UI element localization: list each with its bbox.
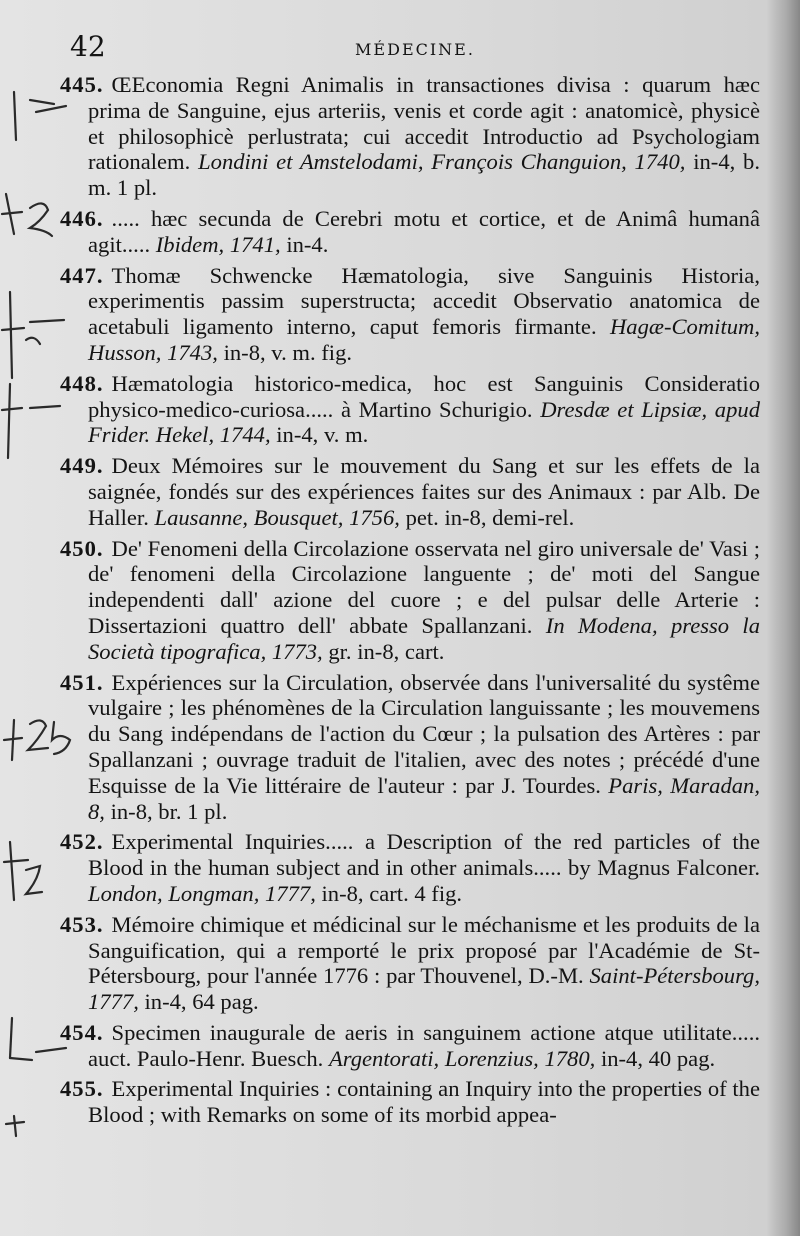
- entry-imprint: Londini et Amstelodami, François Changuion, 1740,: [198, 149, 686, 175]
- entry-title: De' Fenomeni della Circolazione osservata nel giro universale de' Vasi ; de' fenomeni della Circolazione languente ; de' moti del Sangue independenti dall' azione del cuore ; e del pulsar delle Arterie : Dissertazioni quattro dell' abbate Spallanzani.: [88, 535, 760, 638]
- catalog-entry-453: [60, 912, 760, 1015]
- entry-number: 448.: [60, 370, 104, 396]
- entry-title: Hæmatologia historico-medica, hoc est Sanguinis Consideratio physico-medico-curiosa..... à Martino Schurigio.: [88, 370, 760, 422]
- catalog-entry-452: [60, 829, 760, 906]
- entry-number: 447.: [60, 262, 104, 288]
- entry-imprint: Paris, Maradan, 8,: [88, 772, 760, 824]
- entry-imprint: Hagæ-Comitum, Husson, 1743,: [88, 314, 760, 365]
- page-header: [70, 30, 760, 66]
- entry-imprint: Ibidem, 1741,: [155, 231, 281, 257]
- entry-imprint: Argentorati, Lorenzius, 1780,: [328, 1045, 596, 1071]
- entry-format: in-4.: [286, 231, 329, 257]
- catalog-entries: [60, 72, 760, 1133]
- entry-format: in-8, v. m. fig.: [223, 339, 353, 365]
- catalog-entry-449: [60, 453, 760, 530]
- catalog-entry-451: [60, 670, 760, 825]
- catalog-entry-447: [60, 263, 760, 366]
- entry-title: Experimental Inquiries..... a Description of the red particles of the Blood in the human subject and in other animals..... by Magnus Falconer.: [88, 829, 760, 881]
- page-gutter-shadow: [766, 0, 800, 1236]
- entry-format: gr. in-8, cart.: [328, 638, 445, 664]
- entry-title: Thomæ Schwencke Hæmatologia, sive Sanguinis Historia, experimentis passim superstructa; accedit Observatio anatomica de acetabuli ligamento interno, caput femoris firmante.: [88, 262, 760, 340]
- catalog-entry-448: [60, 371, 760, 448]
- entry-title: Expériences sur la Circulation, observée dans l'universalité du systême vulgaire ; les phénomènes de la Circulation languissante ; les mouvemens du Sang indépendans de l'action du Cœur ; la pulsation des Artères : par Spallanzani ; ouvrage traduit de l'italien, avec des notes ; précédé d'une Esquisse de la Vie littéraire de l'auteur : par J. Tourdes.: [88, 669, 760, 798]
- entry-format: in-8, cart. 4 fig.: [321, 880, 463, 906]
- entry-number: 451.: [60, 669, 104, 695]
- margin-note: [4, 842, 42, 900]
- catalog-entry-445: [60, 72, 760, 201]
- catalog-entry-455: [60, 1076, 760, 1128]
- entry-format: pet. in-8, demi-rel.: [405, 504, 575, 530]
- margin-note: [2, 384, 60, 458]
- entry-format: in-4, v. m.: [276, 422, 369, 448]
- entry-title: Deux Mémoires sur le mouvement du Sang et sur les effets de la saignée, fondés sur des expériences faites sur des Animaux : par Alb. De Haller.: [88, 453, 760, 530]
- page-number: 42: [70, 30, 106, 63]
- margin-note: [2, 194, 52, 236]
- running-head: MÉDECINE.: [355, 40, 475, 59]
- entry-imprint: Dresdæ et Lipsiæ, apud Frider. Hekel, 1744,: [88, 396, 760, 448]
- catalog-entry-446: [60, 206, 760, 258]
- entry-number: 445.: [60, 72, 104, 97]
- entry-number: 455.: [60, 1076, 104, 1102]
- entry-imprint: Saint-Pétersbourg, 1777,: [88, 963, 760, 1015]
- entry-format: in-8, br. 1 pl.: [110, 798, 228, 824]
- catalog-entry-450: [60, 536, 760, 665]
- margin-note: [10, 1018, 66, 1060]
- margin-note: [6, 1116, 24, 1136]
- entry-number: 453.: [60, 911, 104, 937]
- entry-title: Specimen inaugurale de aeris in sanguinem actione atque utilitate..... auct. Paulo-Henr. Buesch.: [88, 1019, 760, 1071]
- entry-imprint: Lausanne, Bousquet, 1756,: [154, 504, 400, 530]
- entry-format: in-4, 64 pag.: [144, 989, 259, 1015]
- margin-note: [2, 292, 64, 378]
- entry-number: 449.: [60, 453, 104, 479]
- catalog-entry-454: [60, 1020, 760, 1072]
- entry-title: Mémoire chimique et médicinal sur le méchanisme et les produits de la Sanguification, qui a remporté le prix proposé par l'Académie de St-Pétersbourg, pour l'année 1776 : par Thouvenel, D.-M.: [88, 911, 760, 989]
- margin-note: [14, 92, 66, 140]
- entry-number: 452.: [60, 829, 104, 855]
- entry-imprint: In Modena, presso la Società tipografica, 1773,: [88, 612, 761, 664]
- entry-title: ..... hæc secunda de Cerebri motu et cortice, et de Animâ humanâ agit.....: [88, 205, 760, 257]
- entry-number: 450.: [60, 535, 104, 561]
- entry-imprint: London, Longman, 1777,: [88, 880, 316, 906]
- entry-number: 446.: [60, 205, 104, 231]
- entry-title: ŒEconomia Regni Animalis in transactiones divisa : quarum hæc prima de Sanguine, ejus arteriis, venis et corde agit : anatomicè, physicè et philosophicè perlustrata; cui accedit Introductio ad Psychologiam rationalem.: [88, 72, 760, 175]
- entry-title: Experimental Inquiries : containing an Inquiry into the properties of the Blood ; with Remarks on some of its morbid appea-: [88, 1076, 760, 1128]
- entry-format: in-4, b. m. 1 pl.: [88, 149, 761, 201]
- entry-format: in-4, 40 pag.: [600, 1045, 716, 1071]
- entry-number: 454.: [60, 1019, 104, 1045]
